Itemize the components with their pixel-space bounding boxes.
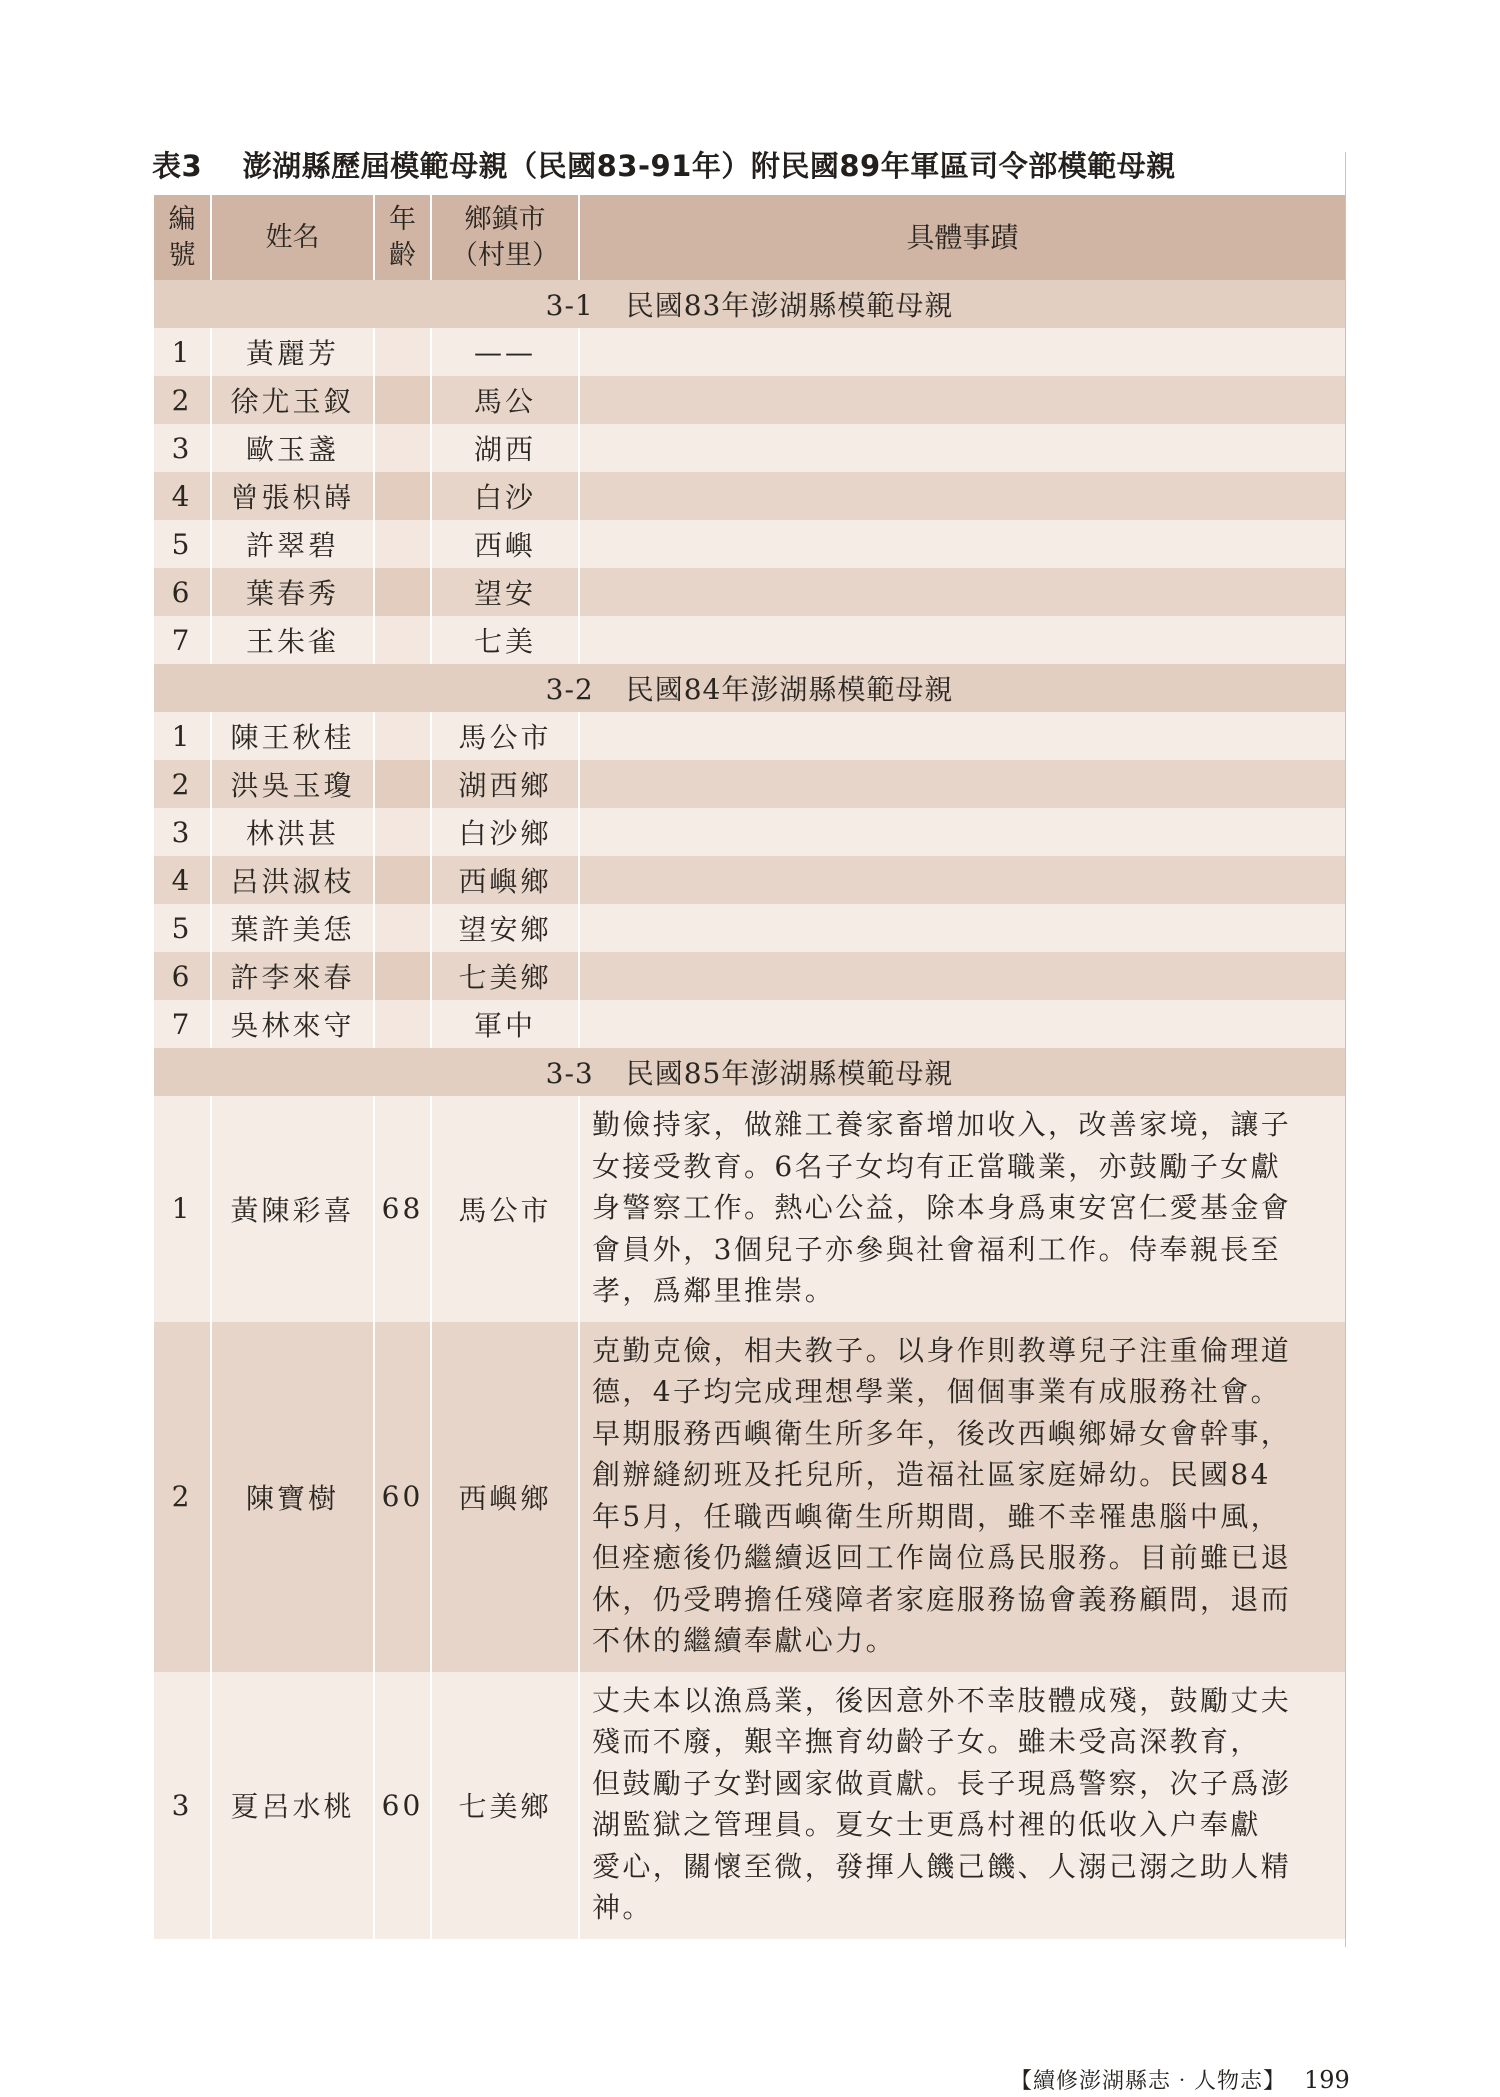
row-age [374, 904, 431, 952]
row-age [374, 952, 431, 1000]
row-deeds [579, 424, 1345, 472]
row-name: 陳寶樹 [211, 1322, 374, 1672]
header-name: 姓名 [211, 195, 374, 280]
row-town: 七美鄉 [431, 952, 579, 1000]
row-name: 陳王秋桂 [211, 712, 374, 760]
page-footer [1010, 2065, 1370, 2095]
deed-line: 年5月，任職西嶼衛生所期間，雖不幸罹患腦中風， [592, 1499, 1282, 1533]
table-row [154, 952, 1345, 1000]
row-town: 白沙鄉 [431, 808, 579, 856]
row-name: 吳林來守 [211, 1000, 374, 1048]
row-deeds [579, 376, 1345, 424]
row-town: 馬公 [431, 376, 579, 424]
table-title [152, 146, 1352, 186]
table-row [154, 472, 1345, 520]
table-row [154, 1672, 1345, 1939]
row-deeds [579, 952, 1345, 1000]
section-header [154, 664, 1345, 712]
row-town: 湖西鄉 [431, 760, 579, 808]
table-row [154, 760, 1345, 808]
row-number: 1 [154, 328, 211, 376]
deed-line: 但痊癒後仍繼續返回工作崗位爲民服務。目前雖已退 [592, 1541, 1292, 1574]
row-number: 5 [154, 904, 211, 952]
book-title: 【續修澎湖縣志‧人物志】 [1010, 2069, 1287, 2094]
row-name: 林洪甚 [211, 808, 374, 856]
row-age [374, 424, 431, 472]
header-number: 編 號 [154, 195, 211, 280]
row-age [374, 376, 431, 424]
row-age [374, 856, 431, 904]
header-row [154, 195, 1345, 280]
row-name: 呂洪淑枝 [211, 856, 374, 904]
deed-line: 會員外，3個兒子亦參與社會福利工作。侍奉親長至 [592, 1232, 1282, 1266]
row-deeds [579, 328, 1345, 376]
row-name: 許李來春 [211, 952, 374, 1000]
row-town: 七美 [431, 616, 579, 664]
row-age [374, 808, 431, 856]
page-number: 199 [1304, 2066, 1350, 2094]
margin-rule [1345, 152, 1346, 1947]
row-age: 60 [374, 1672, 431, 1939]
row-number: 6 [154, 568, 211, 616]
section-header [154, 280, 1345, 328]
deed-line: 德，4子均完成理想學業，個個事業有成服務社會。 [592, 1375, 1282, 1408]
row-name: 黃麗芳 [211, 328, 374, 376]
row-name: 許翠碧 [211, 520, 374, 568]
deed-line: 湖監獄之管理員。夏女士更爲村裡的低收入户奉獻 [592, 1808, 1261, 1841]
row-age [374, 616, 431, 664]
row-age [374, 760, 431, 808]
deed-line: 孝，爲鄰里推崇。 [592, 1274, 836, 1307]
deed-line: 早期服務西嶼衛生所多年，後改西嶼鄉婦女會幹事， [592, 1416, 1292, 1450]
row-town: 西嶼 [431, 520, 579, 568]
table-row [154, 904, 1345, 952]
table-row [154, 328, 1345, 376]
table-row [154, 1322, 1345, 1672]
row-town: 七美鄉 [431, 1672, 579, 1939]
deed-line: 女接受教育。6名子女均有正當職業，亦鼓勵子女獻 [592, 1149, 1282, 1183]
table-row [154, 808, 1345, 856]
header-town: 鄉鎮市 （村里） [431, 195, 579, 280]
section-number: 3-3 [545, 1057, 594, 1090]
row-age [374, 712, 431, 760]
table-row [154, 616, 1345, 664]
row-name: 黃陳彩喜 [211, 1096, 374, 1322]
row-number: 1 [154, 1096, 211, 1322]
row-town: 西嶼鄉 [431, 856, 579, 904]
table-number: 表3 [152, 149, 203, 183]
table-row [154, 1000, 1345, 1048]
row-number: 3 [154, 424, 211, 472]
row-town: 馬公市 [431, 712, 579, 760]
section-title: 民國85年澎湖縣模範母親 [625, 1057, 954, 1090]
deed-line: 克勤克儉，相夫教子。以身作則教導兒子注重倫理道 [592, 1333, 1292, 1367]
deed-line: 但鼓勵子女對國家做貢獻。長子現爲警察，次子爲澎 [592, 1766, 1292, 1800]
deed-line: 丈夫本以漁爲業，後因意外不幸肢體成殘，鼓勵丈夫 [592, 1683, 1292, 1717]
row-age [374, 520, 431, 568]
table-caption: 澎湖縣歷屆模範母親（民國83-91年）附民國89年軍區司令部模範母親 [242, 149, 1176, 183]
deed-line: 神。 [592, 1891, 653, 1924]
section-header [154, 1048, 1345, 1096]
row-town: 西嶼鄉 [431, 1322, 579, 1672]
row-number: 5 [154, 520, 211, 568]
row-number: 4 [154, 472, 211, 520]
row-number: 7 [154, 1000, 211, 1048]
row-town: 白沙 [431, 472, 579, 520]
table-row [154, 712, 1345, 760]
row-deeds [579, 1322, 1345, 1672]
row-town: —— [431, 328, 579, 376]
row-name: 洪吳玉瓊 [211, 760, 374, 808]
row-age [374, 328, 431, 376]
row-name: 歐玉盞 [211, 424, 374, 472]
table-row [154, 520, 1345, 568]
row-age [374, 472, 431, 520]
row-deeds [579, 808, 1345, 856]
deed-line: 身警察工作。熱心公益，除本身爲東安宮仁愛基金會 [592, 1191, 1292, 1224]
table-row [154, 856, 1345, 904]
table-row [154, 568, 1345, 616]
row-deeds [579, 904, 1345, 952]
row-number: 4 [154, 856, 211, 904]
row-deeds [579, 712, 1345, 760]
row-number: 1 [154, 712, 211, 760]
deed-line: 勤儉持家，做雜工養家畜增加收入，改善家境，讓子 [592, 1108, 1292, 1141]
section-number: 3-2 [545, 673, 594, 706]
row-deeds [579, 568, 1345, 616]
row-town: 軍中 [431, 1000, 579, 1048]
header-age: 年 齡 [374, 195, 431, 280]
row-deeds [579, 1672, 1345, 1939]
row-deeds [579, 1000, 1345, 1048]
table-row [154, 424, 1345, 472]
row-number: 2 [154, 376, 211, 424]
row-number: 2 [154, 760, 211, 808]
row-name: 葉春秀 [211, 568, 374, 616]
section-number: 3-1 [545, 289, 594, 322]
deed-line: 休，仍受聘擔任殘障者家庭服務協會義務顧問，退而 [592, 1582, 1292, 1616]
row-town: 馬公市 [431, 1096, 579, 1322]
row-deeds [579, 856, 1345, 904]
row-deeds [579, 760, 1345, 808]
row-age [374, 1000, 431, 1048]
row-town: 望安鄉 [431, 904, 579, 952]
table-row [154, 376, 1345, 424]
row-number: 3 [154, 1672, 211, 1939]
row-name: 王朱雀 [211, 616, 374, 664]
row-deeds [579, 1096, 1345, 1322]
row-deeds [579, 520, 1345, 568]
row-number: 7 [154, 616, 211, 664]
section-title: 民國83年澎湖縣模範母親 [625, 289, 954, 322]
deed-line: 創辦縫紉班及托兒所，造福社區家庭婦幼。民國84 [592, 1458, 1271, 1491]
row-name: 曾張枳嵵 [211, 472, 374, 520]
row-age [374, 568, 431, 616]
model-mothers-table [154, 195, 1345, 1939]
row-name: 夏呂水桃 [211, 1672, 374, 1939]
row-name: 徐尤玉釵 [211, 376, 374, 424]
row-name: 葉許美恁 [211, 904, 374, 952]
row-town: 湖西 [431, 424, 579, 472]
table-row [154, 1096, 1345, 1322]
deed-line: 不休的繼續奉獻心力。 [592, 1624, 897, 1657]
row-number: 3 [154, 808, 211, 856]
row-deeds [579, 616, 1345, 664]
row-age: 60 [374, 1322, 431, 1672]
deed-line: 愛心，關懷至微，發揮人饑己饑、人溺己溺之助人精 [592, 1849, 1292, 1883]
row-number: 2 [154, 1322, 211, 1672]
row-age: 68 [374, 1096, 431, 1322]
row-town: 望安 [431, 568, 579, 616]
row-number: 6 [154, 952, 211, 1000]
header-deeds: 具體事蹟 [579, 195, 1345, 280]
row-deeds [579, 472, 1345, 520]
section-title: 民國84年澎湖縣模範母親 [625, 673, 954, 706]
deed-line: 殘而不廢，艱辛撫育幼齡子女。雖未受高深教育， [592, 1725, 1261, 1758]
